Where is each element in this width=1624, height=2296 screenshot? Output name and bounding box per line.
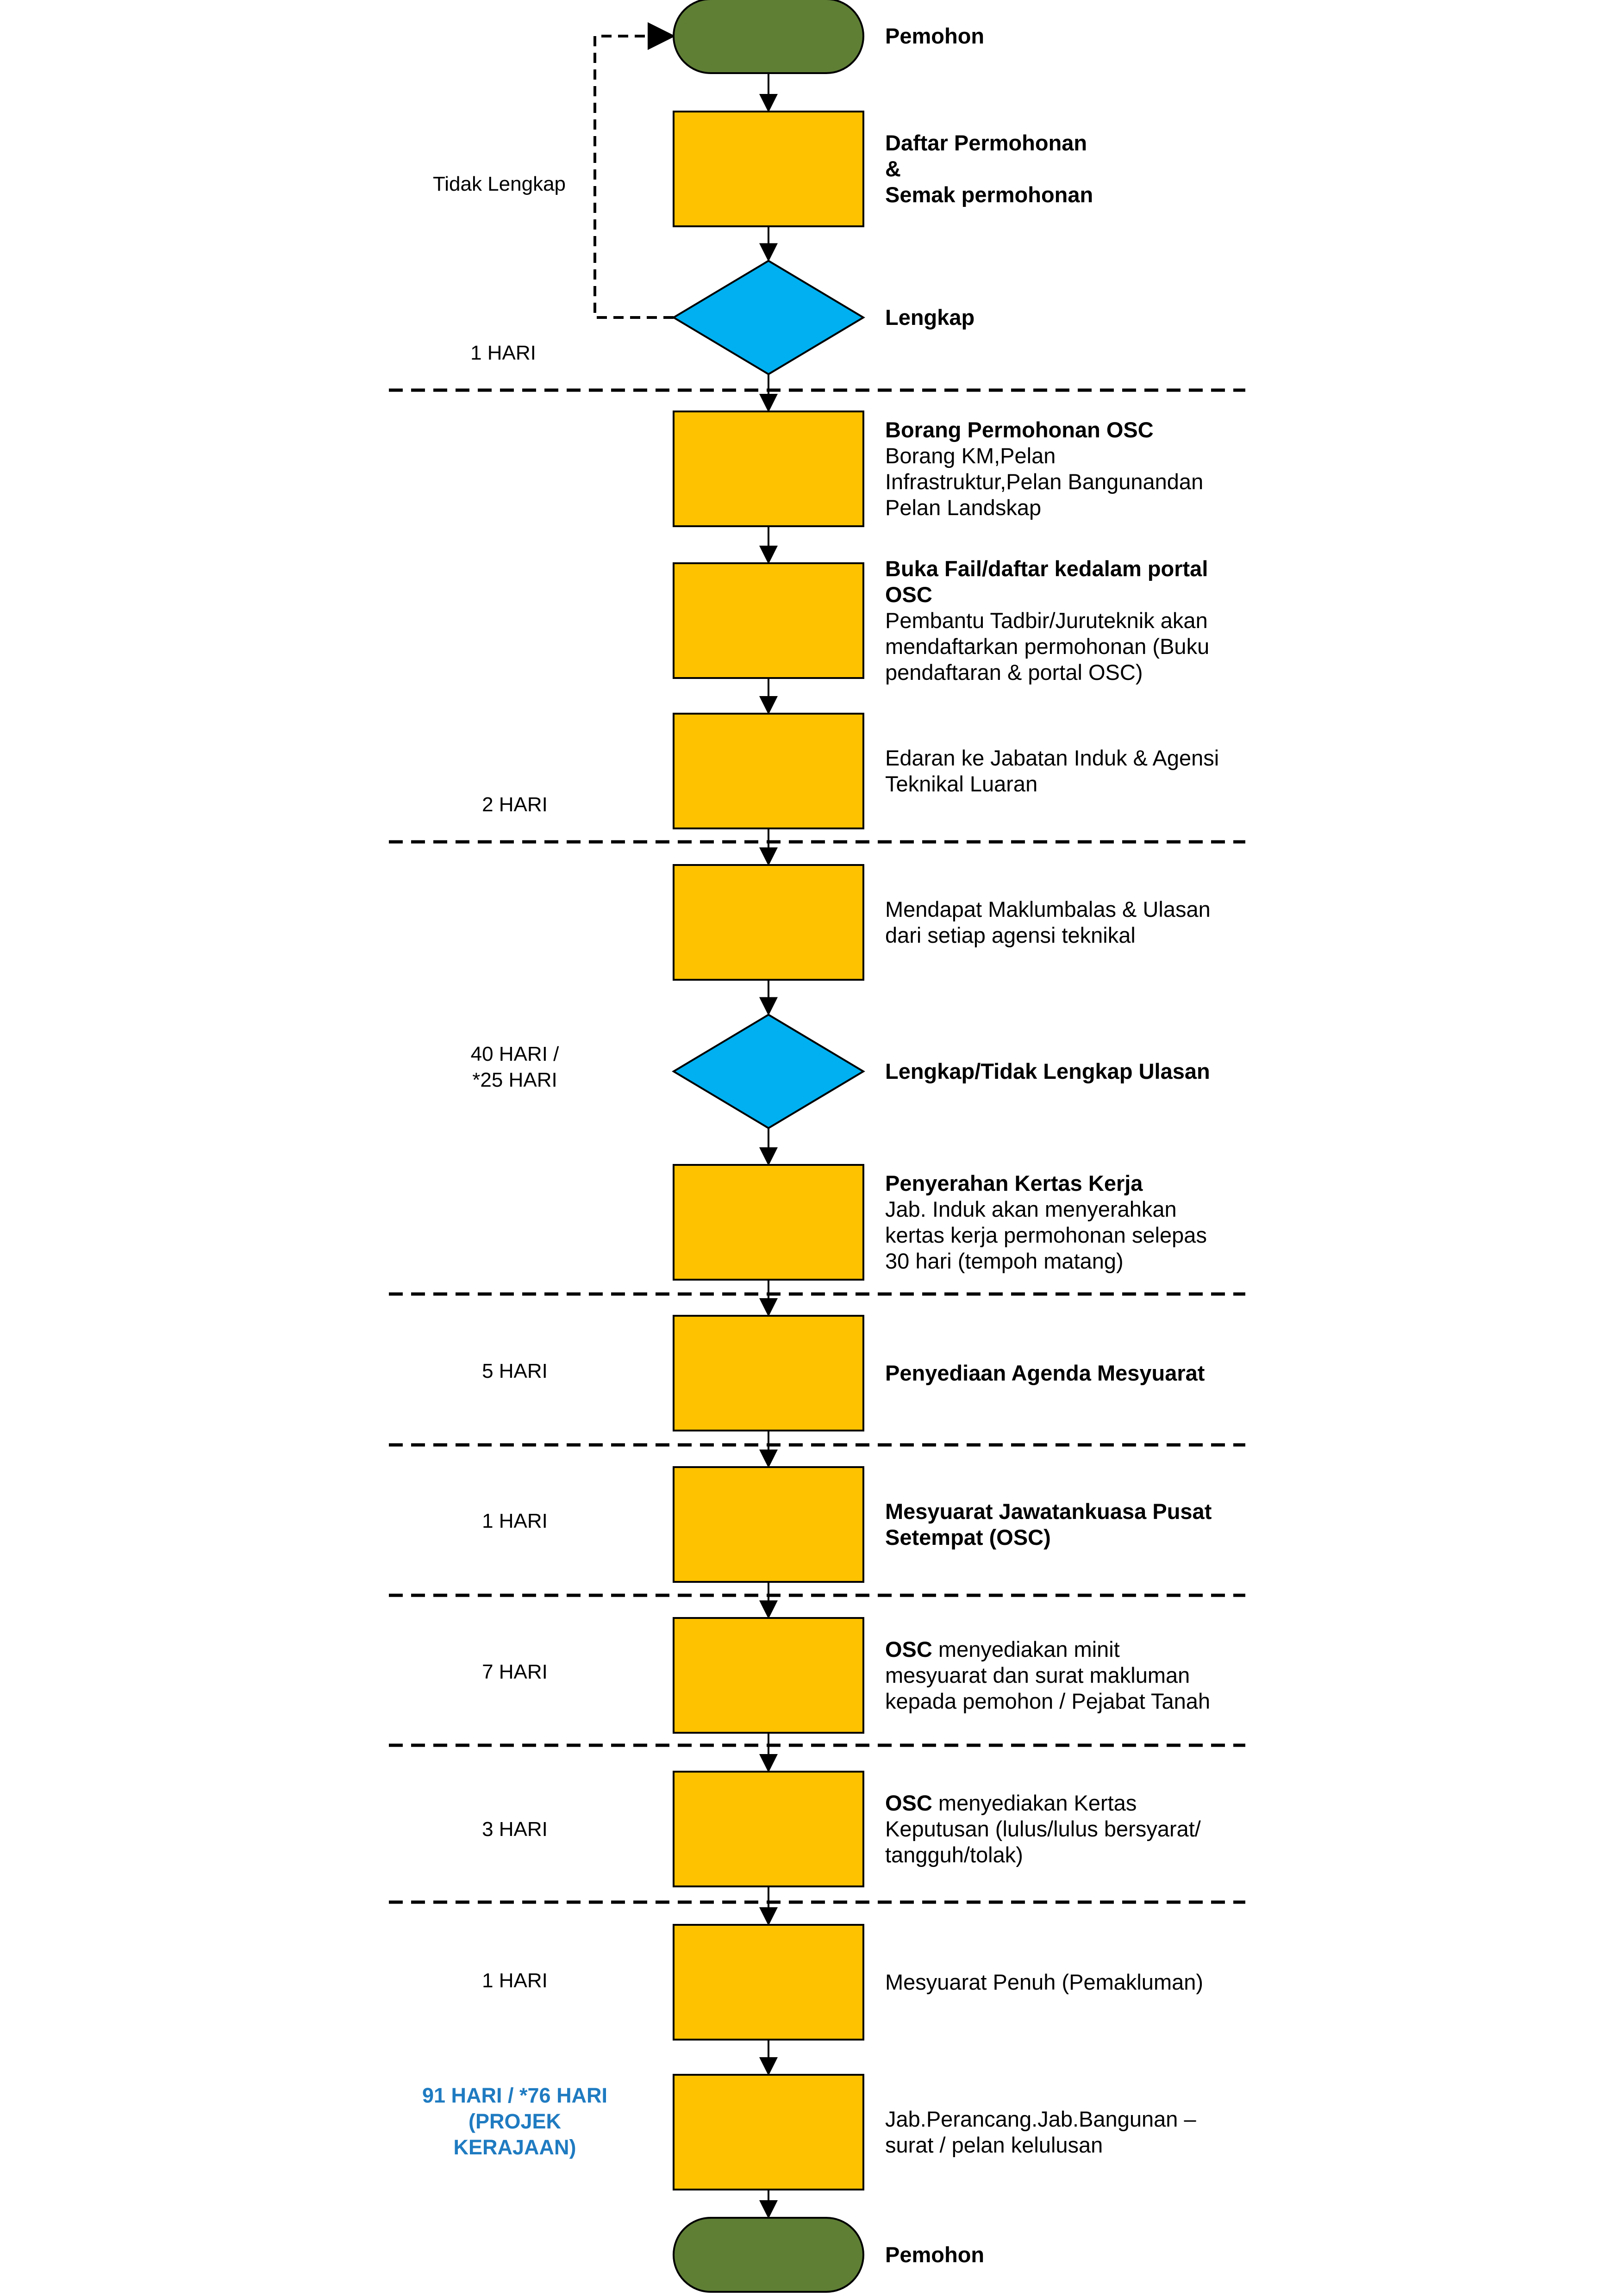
process-keputusan [674, 1772, 863, 1886]
step-label-mesyuarat-jk [885, 1499, 1212, 1550]
terminal-start-label [885, 23, 984, 49]
step-label-line [885, 896, 1211, 922]
duration-label-d2 [399, 792, 631, 818]
total-duration-line: (PROJEK [468, 2109, 562, 2133]
step-label-run: dari setiap agensi teknikal [885, 923, 1136, 947]
step-label-lengkap-ulasan [885, 1058, 1210, 1084]
step-label-line [885, 556, 1209, 582]
duration-line: 1 HARI [482, 1969, 548, 1992]
duration-line: 40 HARI / [470, 1043, 559, 1065]
step-label-line [885, 495, 1203, 521]
duration-label-d1 [387, 340, 619, 366]
step-label-line [885, 771, 1219, 797]
step-label-run: Jab.Perancang.Jab.Bangunan – [885, 2107, 1196, 2131]
step-label-run: OSC [885, 1637, 932, 1661]
step-label-line [885, 608, 1209, 634]
step-label-line [885, 1662, 1210, 1688]
step-label-line [885, 182, 1093, 208]
terminal-start-label-text: Pemohon [885, 24, 985, 48]
step-label-line [885, 1170, 1207, 1196]
step-label-line [885, 1360, 1205, 1386]
step-label-line [885, 922, 1211, 948]
step-label-kelulusan [885, 2106, 1196, 2158]
step-label-run: pendaftaran & portal OSC) [885, 660, 1143, 684]
step-label-run: Keputusan (lulus/lulus bersyarat/ [885, 1817, 1201, 1841]
duration-label-d6 [399, 1659, 631, 1685]
duration-line: 1 HARI [470, 342, 536, 364]
duration-line: *25 HARI [472, 1069, 557, 1091]
step-label-lengkap [885, 305, 974, 330]
step-label-line [885, 1688, 1210, 1714]
terminal-end-label [885, 2242, 984, 2268]
process-mesyuarat-jk [674, 1467, 863, 1582]
step-label-run: Infrastruktur,Pelan Bangunandan [885, 469, 1204, 494]
process-edaran [674, 714, 863, 828]
step-label-line [885, 1969, 1203, 1995]
step-label-run: Borang Permohonan OSC [885, 417, 1154, 442]
step-label-run: Penyerahan Kertas Kerja [885, 1171, 1143, 1195]
step-label-run: Semak permohonan [885, 182, 1093, 207]
total-duration-label [376, 2083, 654, 2160]
duration-label-d7 [399, 1817, 631, 1842]
step-label-run: Mesyuarat Jawatankuasa Pusat [885, 1499, 1212, 1524]
step-label-run: Buka Fail/daftar kedalam portal [885, 556, 1208, 581]
step-label-minit [885, 1636, 1210, 1714]
step-label-line [885, 130, 1093, 156]
step-label-run: Mesyuarat Penuh (Pemakluman) [885, 1970, 1204, 1994]
step-label-run: Mendapat Maklumbalas & Ulasan [885, 897, 1211, 921]
process-buka-fail [674, 563, 863, 678]
step-label-run: Pelan Landskap [885, 495, 1042, 520]
step-label-line [885, 1058, 1210, 1084]
step-label-line [885, 745, 1219, 771]
step-label-run: Lengkap/Tidak Lengkap Ulasan [885, 1059, 1210, 1083]
step-label-line [885, 1196, 1207, 1222]
step-label-borang [885, 417, 1203, 521]
step-label-run: mesyuarat dan surat makluman [885, 1663, 1190, 1687]
step-label-line [885, 582, 1209, 608]
process-daftar [674, 112, 863, 226]
decision-lengkap-ulasan [674, 1015, 863, 1128]
step-label-run: Daftar Permohonan [885, 131, 1087, 155]
step-label-line [885, 1499, 1212, 1524]
step-label-line [885, 1524, 1212, 1550]
duration-line: 1 HARI [482, 1510, 548, 1532]
step-label-run: menyediakan minit [932, 1637, 1120, 1661]
step-label-run: kepada pemohon / Pejabat Tanah [885, 1689, 1211, 1713]
terminal-end-shape [674, 2218, 863, 2292]
step-label-line [885, 469, 1203, 495]
decision-lengkap [674, 261, 863, 374]
step-label-line [885, 2132, 1196, 2158]
step-label-mesyuarat-penuh [885, 1969, 1203, 1995]
step-label-run: OSC [885, 582, 932, 607]
duration-label-d8 [399, 1968, 631, 1994]
step-label-edaran [885, 745, 1219, 797]
step-label-kertas-kerja [885, 1170, 1207, 1274]
step-label-run: Pembantu Tadbir/Juruteknik akan [885, 608, 1208, 633]
step-label-line [885, 1248, 1207, 1274]
total-duration-line: KERAJAAN) [453, 2135, 576, 2159]
step-label-run: Penyediaan Agenda Mesyuarat [885, 1361, 1205, 1385]
step-label-run: OSC [885, 1791, 932, 1815]
loop-label: Tidak Lengkap [433, 173, 566, 195]
step-label-buka-fail [885, 556, 1209, 685]
process-kertas-kerja [674, 1165, 863, 1280]
duration-line: 5 HARI [482, 1360, 548, 1382]
duration-label-d5 [399, 1508, 631, 1534]
process-maklumbalas [674, 865, 863, 980]
step-label-run: Borang KM,Pelan [885, 443, 1056, 468]
total-duration-line: 91 HARI / *76 HARI [422, 2084, 608, 2107]
step-label-line [885, 1790, 1201, 1816]
step-label-maklumbalas [885, 896, 1211, 948]
step-label-line [885, 1816, 1201, 1842]
step-label-line [885, 417, 1203, 443]
step-label-run: menyediakan Kertas [932, 1791, 1137, 1815]
terminal-start-shape [674, 0, 863, 73]
step-label-run: & [885, 156, 901, 181]
duration-label-d4 [399, 1358, 631, 1384]
step-label-line [885, 1636, 1210, 1662]
step-label-line [885, 634, 1209, 660]
step-label-line [885, 660, 1209, 685]
step-label-run: Lengkap [885, 305, 975, 330]
step-label-run: 30 hari (tempoh matang) [885, 1249, 1124, 1273]
process-kelulusan [674, 2075, 863, 2190]
duration-label-d3 [399, 1041, 631, 1093]
step-label-run: tangguh/tolak) [885, 1842, 1023, 1867]
duration-line: 3 HARI [482, 1818, 548, 1841]
step-label-run: surat / pelan kelulusan [885, 2133, 1103, 2157]
step-label-run: kertas kerja permohonan selepas [885, 1223, 1207, 1247]
process-borang [674, 411, 863, 526]
step-label-line [885, 1222, 1207, 1248]
step-label-line [885, 443, 1203, 469]
step-label-run: Jab. Induk akan menyerahkan [885, 1197, 1177, 1221]
step-label-daftar [885, 130, 1093, 208]
duration-line: 2 HARI [482, 793, 548, 816]
step-label-line [885, 1842, 1201, 1868]
step-label-run: Setempat (OSC) [885, 1525, 1051, 1549]
step-label-run: Edaran ke Jabatan Induk & Agensi [885, 746, 1219, 770]
step-label-line [885, 2106, 1196, 2132]
step-label-line [885, 305, 974, 330]
terminal-end-label-text: Pemohon [885, 2242, 985, 2267]
process-mesyuarat-penuh [674, 1925, 863, 2040]
process-agenda [674, 1316, 863, 1431]
process-minit [674, 1618, 863, 1733]
step-label-line [885, 156, 1093, 182]
step-label-run: mendaftarkan permohonan (Buku [885, 634, 1210, 659]
loop-back-arrow [595, 36, 674, 317]
step-label-run: Teknikal Luaran [885, 772, 1038, 796]
step-label-keputusan [885, 1790, 1201, 1868]
step-label-agenda [885, 1360, 1205, 1386]
duration-line: 7 HARI [482, 1661, 548, 1683]
